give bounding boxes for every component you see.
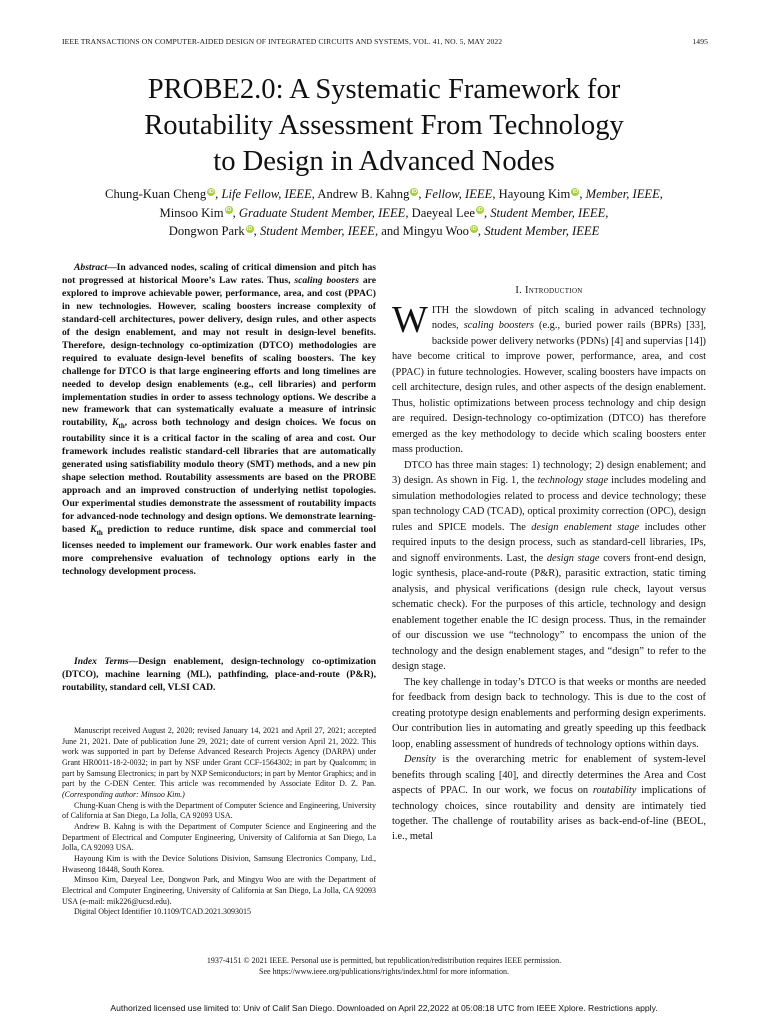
paragraph: DTCO has three main stages: 1) technology; 2) design enablement; and 3) design. As shown in Fig. 1, the technology stage includes modeling and simulation methodologies related to process and device technology; these span technology CAD (TCAD), optical proximity correction (OPC), design rules and SPICE models. The design enablement stage includes other required inputs to the design process, such as standard-cell libraries, IPs, and signoff environments. Last, the design stage covers front-end design, logic synthesis, place-and-route (P&R), parasitic extraction, static timing analysis, and physical verifications (design rule check, layout versus schematic check). For the purposes of this article, technology and design enablement together enable the IC design process. Thus, in the remainder of our discussion we use “technology” to encompass the union of the technology and the design enablement stages, and “design” to refer to the design stage.: [392, 459, 706, 673]
abstract-dash: —: [107, 262, 117, 273]
copyright-notice: [0, 956, 768, 977]
kth-symbol: $K_{th}$: [90, 523, 103, 537]
orcid-icon[interactable]: iD: [208, 188, 214, 195]
introduction-body: [392, 299, 707, 845]
paragraph: The key challenge in today’s DTCO is that weeks or months are needed for feedback from design back to technology. This is due to the cost of creating prototype design enablements and performing design experiments. Our contribution lies in automating and greatly speeding up this feedback loop, enabling assessment of hundreds of technology options within days.: [392, 676, 706, 750]
section-numeral: I.: [515, 285, 523, 296]
author-role: Student Member, IEEE: [484, 224, 600, 238]
abstract-emphasis: scaling boosters: [294, 274, 359, 286]
copyright-line-2[interactable]: See https://www.ieee.org/publications/rights/index.html for more information.: [259, 966, 509, 976]
copyright-line-1: 1937-4151 © 2021 IEEE. Personal use is permitted, but republication/redistribution requires IEEE permission.: [206, 956, 562, 965]
author-line-2: Minsoo Kim iD, Graduate Student Member, IEEE, Daeyeal Lee iD, Student Member, IEEE,: [159, 205, 609, 220]
paragraph: Density is the overarching metric for enablement of system-level benefits through scaling [40], and directly determines the Area and Cost aspects of PPAC. In our work, we focus on routability implications of technology choices, since routability and density are intimately tied together. The challenge of routability arises as back-end-of-line (BEOL, i.e., metal: [392, 754, 706, 843]
orcid-icon[interactable]: iD: [477, 207, 483, 214]
author-line-1: Chung-Kuan Cheng iD, Life Fellow, IEEE, Andrew B. Kahng iD, Fellow, IEEE, Hayoung Kim iD, Member, IEEE,: [105, 187, 663, 201]
paper-title: [84, 72, 684, 180]
manuscript-note: Manuscript received August 2, 2020; revised January 14, 2021 and April 27, 2021; accepted June 21, 2021. Date of publication June 29, 2021; date of current version April 21, 2022. This work was supported in part by Defense Advanced Research Projects Agency (DARPA) under Grant HR0011-18-2-0032; in part by NSF under Grant CCF-1564302; in part by Qualcomm; in part by Samsung Electronics; in part by NXP Semiconductors; in part by Mentor Graphics; and in part by the C-DEN Center. This article was recommended by Associate Editor D. Z. Pan. (Corresponding author: Minsoo Kim.): [62, 726, 376, 799]
license-notice: Authorized licensed use limited to: Univ of Calif San Diego. Downloaded on April 22,2022 at 05:08:18 UTC from IEEE Xplore. Restrictions apply.: [110, 1003, 658, 1013]
index-terms: [62, 656, 376, 695]
index-terms-text: Design enablement, design-technology co-optimization (DTCO), machine learning (ML), pathfinding, place-and-route (P&R), routability, standard cell, VLSI CAD.: [62, 656, 376, 693]
abstract-label: Abstract: [74, 262, 108, 273]
kth-symbol: $K_{th}$: [112, 417, 125, 431]
section-title: Introduction: [525, 285, 583, 296]
title-line-2: Routability Assessment From Technology: [144, 110, 624, 141]
orcid-icon[interactable]: iD: [572, 188, 579, 195]
orcid-icon[interactable]: iD: [246, 225, 253, 232]
paragraph: WITH the slowdown of pitch scaling in advanced technology nodes, scaling boosters (e.g., buried power rails (BPRs) [33], backside power delivery networks (PDNs) [4] and supervias [14]) have become critical to improve power, performance, area, and cost (PPAC) in future technologies. However, scaling boosters have impacts on cell architecture, design rules, and other aspects of the design enablement. Thus, holistic optimizations between process technology and chip design are required. Design-technology co-optimization (DTCO) has therefore emerged as the key methodology to decide which scaling boosters enter mass production.: [392, 299, 707, 456]
abstract: [62, 262, 376, 579]
orcid-icon[interactable]: iD: [225, 207, 232, 214]
affiliation-others: Minsoo Kim, Daeyeal Lee, Dongwon Park, and Mingyu Woo are with the Department of Electrical and Computer Engineering, University of California at San Diego, La Jolla, CA 92093 USA (e-mail: mik226@ucsd.edu).: [62, 875, 376, 906]
author-role: Graduate Student Member, IEEE: [238, 205, 406, 220]
orcid-icon[interactable]: iD: [471, 225, 477, 232]
affiliation-cheng: Chung-Kuan Cheng is with the Department of Computer Science and Engineering, University of California at San Diego, La Jolla, CA 92093 USA.: [62, 800, 376, 821]
author-name: Minsoo Kim: [159, 205, 224, 220]
title-line-3: to Design in Advanced Nodes: [213, 146, 555, 177]
affiliation-kahng: Andrew B. Kahng is with the Department of Computer Science and Engineering and the Department of Electrical and Computer Engineering, University of California at San Diego, La Jolla, CA 92093 USA.: [62, 821, 376, 853]
section-heading: [392, 285, 706, 296]
author-name: Andrew B. Kahng: [317, 187, 410, 201]
corresponding-author: (Corresponding author: Minsoo Kim.): [62, 789, 185, 799]
author-name: Dongwon Park: [168, 224, 245, 238]
abstract-text: , across both technology and design choices. We focus on routability since it is a critical factor in the scaling of area and cost. Our framework includes realistic standard-cell libraries that are automatically generated using satisfiability modulo theory (SMT) methods, and a new pin shape selection method. Routability assessments are based on the PROBE approach and an improved construction of underlying netlist topologies. Our experimental studies demonstrate the assessment of routability impacts for advanced-node technology and design options. We demonstrate learning-based: [62, 417, 376, 535]
index-terms-label: Index Terms: [74, 656, 129, 667]
orcid-icon[interactable]: iD: [411, 188, 418, 195]
page-number: 1495: [692, 37, 708, 46]
journal-header: IEEE TRANSACTIONS ON COMPUTER-AIDED DESIGN OF INTEGRATED CIRCUITS AND SYSTEMS, VOL. 41, NO. 5, MAY 2022: [62, 37, 503, 46]
index-terms-dash: —: [128, 656, 139, 667]
author-name: Daeyeal Lee: [411, 205, 475, 220]
author-list: [54, 185, 714, 241]
authors-and: and: [381, 224, 400, 238]
abstract-text: In advanced nodes, scaling of critical dimension and pitch has not progressed at historical Moore’s Law rates. Thus,: [62, 262, 376, 286]
author-role: Member, IEEE: [585, 187, 660, 201]
abstract-text: prediction to reduce runtime, disk space and commercial tool licenses needed to implement our framework. Our work enables faster and more comprehensive evaluation of technology options early in the technology development process.: [62, 523, 377, 577]
author-name: Hayoung Kim: [498, 187, 571, 201]
footnotes: [62, 726, 376, 918]
author-role: Student Member, IEEE: [259, 224, 375, 238]
drop-cap: W: [392, 299, 428, 341]
author-line-3: Dongwon Park iD, Student Member, IEEE, and Mingyu Woo iD, Student Member, IEEE: [168, 224, 600, 238]
author-name: Chung-Kuan Cheng: [105, 187, 207, 201]
author-name: Mingyu Woo: [402, 224, 469, 238]
abstract-text: are explored to improve achievable power, performance, area, and cost (PPAC) in new technologies. However, scaling boosters increase complexity of standard-cell architectures, power delivery, design rules, and other aspects of the design enablement, and may not result in design-level benefits. Therefore, design-technology co-optimization (DTCO) methodologies are required to evaluate design-level benefits of scaling boosters. The key challenge for DTCO is that large engineering efforts and long timelines are needed to develop design enablements (e.g., cell libraries) and perform implementation studies in order to assess technology options. We describe a new framework that can systematically evaluate a measure of intrinsic routability,: [62, 274, 377, 429]
doi[interactable]: Digital Object Identifier 10.1109/TCAD.2021.3093015: [74, 907, 252, 917]
affiliation-kim: Hayoung Kim is with the Device Solutions Disivion, Samsung Electronics Company, Ltd., Hwaseong 18448, South Korea.: [62, 853, 376, 874]
author-role: Fellow, IEEE: [424, 187, 493, 201]
running-head: [62, 37, 708, 46]
author-role: Student Member, IEEE: [490, 205, 606, 220]
author-role: Life Fellow, IEEE: [221, 187, 312, 201]
title-line-1: PROBE2.0: A Systematic Framework for: [147, 74, 621, 105]
